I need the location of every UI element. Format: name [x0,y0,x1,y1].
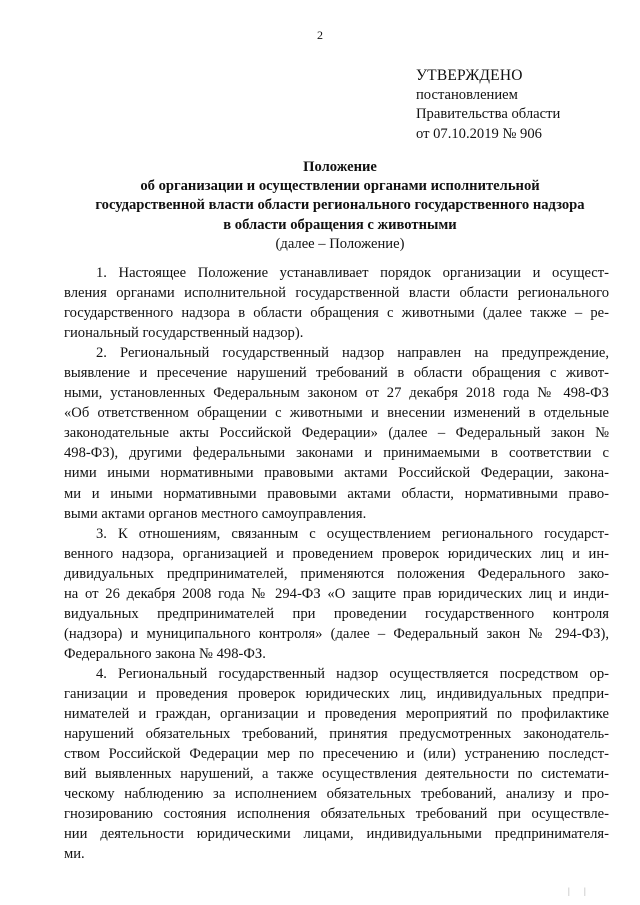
paragraph-line: вления органами исполнительной государственной власти области регионального [64,285,609,302]
document-title [60,158,620,254]
paragraph-line: «Об ответственном обращении с животными и внесении изменений в отдельные [64,405,609,422]
paragraph-line: нарушений обязательных требований, принятия предусмотренных законодатель- [64,726,609,743]
paragraph-line: вий выявленных нарушений, а также осуществления деятельности по системати- [64,766,609,783]
paragraph-line: венного надзора, организацией и проведением проверок юридических лиц и ин- [64,545,609,562]
paragraph-line: ством Российской Федерации мер по пресечению и (или) устранению последст- [64,746,609,763]
approval-heading: УТВЕРЖДЕНО [416,67,523,84]
paragraph-line: (надзора) и муниципального контроля» (далее – Федеральный закон № 294-ФЗ), [64,625,609,642]
paragraph-line: ными, установленных Федеральным законом от 27 декабря 2018 года № 498-ФЗ [64,385,609,402]
paragraph-line: 4. Региональный государственный надзор осуществляется посредством ор- [96,665,609,682]
approval-stamp [416,66,560,144]
approval-line: Правительства области [416,106,561,122]
paragraph-line: Федерального закона № 498-ФЗ. [64,645,266,662]
paragraph-line: 3. К отношениям, связанным с осуществлением регионального государст- [96,525,609,542]
paragraph-line: выми актами органов местного самоуправления. [64,505,367,522]
paragraph-line: 1. Настоящее Положение устанавливает порядок организации и осущест- [96,265,609,281]
page-number: 2 [317,28,323,42]
paragraph-line: нии деятельности юридическими лицами, индивидуальными предпринимателя- [64,826,609,843]
title-line: об организации и осуществлении органами исполнительной [140,178,540,195]
title-line: Положение [303,159,377,175]
paragraph-line: ганизации и проведения проверок юридических лиц, индивидуальных предпри- [64,685,609,702]
paragraph-line: на от 26 декабря 2008 года № 294-ФЗ «О защите прав юридических лиц и инди- [64,585,609,602]
paragraph [64,524,609,664]
paragraph-line: ми. [64,846,85,863]
paragraph-line: гиональный государственный надзор). [64,325,304,342]
title-line: в области обращения с животными [223,216,457,233]
document-body [64,263,609,864]
approval-line: от 07.10.2019 № 906 [416,125,542,142]
paragraph-line: видуальных предпринимателей при проведении государственного контроля [64,605,609,622]
paragraph [64,263,609,343]
paragraph-line: дивидуальных предпринимателей, применяются положения Федерального зако- [64,565,609,582]
paragraph-line: нимателей и граждан, организации и проведения мероприятий по профилактике [64,706,609,723]
paragraph-line: ними иными нормативными правовыми актами Российской Федерации, закона- [64,465,609,482]
paragraph [64,664,609,864]
paragraph-line: гнозированию состояния исполнения обязательных требований при осуществле- [64,806,609,823]
paragraph-line: ческому наблюдению за исполнением обязательных требований, анализу и про- [64,786,609,803]
scan-marks: | | [568,886,592,896]
paragraph-line: 2. Региональный государственный надзор направлен на предупреждение, [96,345,609,362]
approval-line: постановлением [416,86,518,103]
paragraph-line: законодательные акты Российской Федерации» (далее – Федеральный закон № [64,425,609,442]
paragraph-line: выявление и пресечение нарушений требований в области обращения с живот- [64,365,609,382]
title-line: государственной власти области регионального государственного надзора [95,197,585,214]
paragraph-line: 498-ФЗ), другими федеральными законами и принимаемыми в соответствии с [64,445,609,462]
paragraph-line: государственного надзора в области обращения с животными (далее также – ре- [64,305,609,322]
title-note: (далее – Положение) [275,235,405,252]
paragraph-line: ми и иными нормативными правовыми актами области, нормативными право- [64,485,609,502]
paragraph [64,343,609,523]
